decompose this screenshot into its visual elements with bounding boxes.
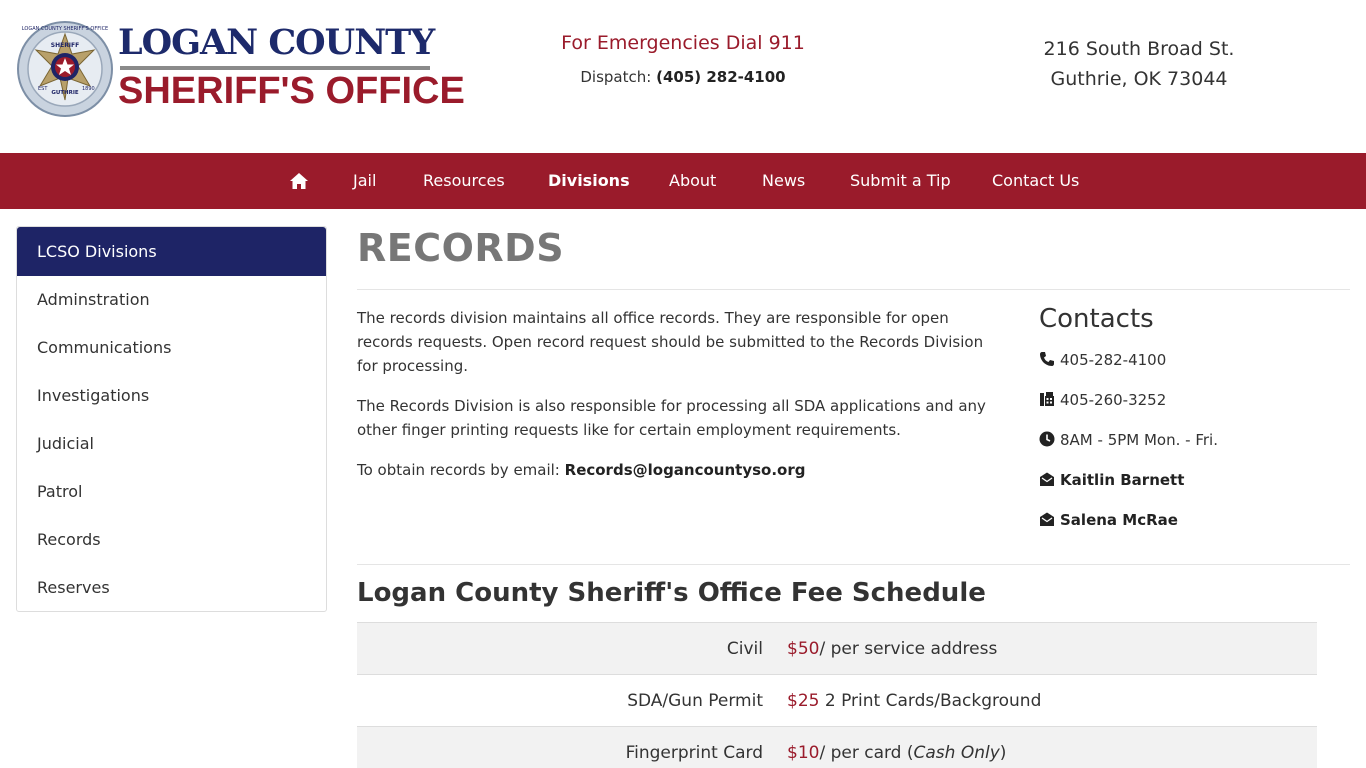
fee-value xyxy=(787,675,1041,727)
contact-fax xyxy=(1039,389,1166,411)
fee-note: Cash Only xyxy=(913,743,1000,763)
fee-desc: / per service address xyxy=(819,639,998,659)
records-email-line xyxy=(357,458,997,482)
nav-item-about[interactable]: About xyxy=(669,171,717,190)
records-sda-description: The Records Division is also responsible for processing all SDA applications and any other finger printing requests like for certain employment requirements. xyxy=(357,397,986,439)
nav-item-news[interactable]: News xyxy=(762,171,806,190)
contact-fax-text: 405-260-3252 xyxy=(1060,391,1167,409)
fee-value xyxy=(787,727,1006,768)
clock-icon xyxy=(1039,431,1055,447)
table-row xyxy=(357,726,1317,768)
contact-person-2-name[interactable]: Salena McRae xyxy=(1060,511,1178,529)
email-prefix: To obtain records by email: xyxy=(357,461,565,479)
sidebar-item-records[interactable]: Records xyxy=(37,530,101,549)
office-address xyxy=(980,34,1298,94)
badge-est-text: EST xyxy=(38,86,48,92)
dispatch-phone[interactable]: (405) 282-4100 xyxy=(656,68,786,86)
sidebar-heading[interactable]: LCSO Divisions xyxy=(17,227,326,276)
nav-item-submit-tip[interactable]: Submit a Tip xyxy=(850,171,951,190)
dispatch-line xyxy=(520,68,846,86)
sidebar-item-administration[interactable]: Adminstration xyxy=(37,290,150,309)
records-description: The records division maintains all office records. They are responsible for open records requests. Open record request should be submitted to the Records Division for processing. xyxy=(357,309,984,375)
nav-item-jail[interactable]: Jail xyxy=(353,171,377,190)
section-divider xyxy=(357,564,1350,565)
badge-year-text: 1890 xyxy=(82,86,95,92)
title-divider xyxy=(357,289,1350,290)
nav-item-contact-us[interactable]: Contact Us xyxy=(992,171,1080,190)
badge-ring-text: LOGAN COUNTY SHERIFF'S OFFICE xyxy=(21,26,109,32)
badge-city-text: GUTHRIE xyxy=(51,90,79,96)
main-navigation xyxy=(0,153,1366,209)
fee-label: SDA/Gun Permit xyxy=(627,691,763,711)
fee-price: $25 xyxy=(787,691,820,711)
sidebar-item-patrol[interactable]: Patrol xyxy=(37,482,83,501)
sidebar-item-communications[interactable]: Communications xyxy=(37,338,172,357)
envelope-open-icon xyxy=(1039,511,1055,527)
table-row xyxy=(357,674,1317,726)
address-line-1: 216 South Broad St. xyxy=(1043,38,1235,60)
logo-office-text: SHERIFF'S OFFICE xyxy=(118,70,465,112)
badge-sheriff-text: SHERIFF xyxy=(50,42,80,49)
site-header xyxy=(0,0,1366,153)
address-line-2: Guthrie, OK 73044 xyxy=(1050,68,1228,90)
divisions-sidebar xyxy=(16,226,327,612)
fax-icon xyxy=(1039,391,1055,407)
fee-label: Civil xyxy=(726,639,763,659)
page-title: RECORDS xyxy=(357,226,565,270)
fee-label: Fingerprint Card xyxy=(625,743,763,763)
fee-schedule-heading: Logan County Sheriff's Office Fee Schedule xyxy=(357,578,986,608)
records-email-link[interactable]: Records@logancountyso.org xyxy=(564,461,806,479)
contact-person-1 xyxy=(1039,469,1184,491)
sidebar-item-reserves[interactable]: Reserves xyxy=(37,578,110,597)
fee-desc: 2 Print Cards/Background xyxy=(819,691,1042,711)
site-logo[interactable] xyxy=(16,20,465,118)
sidebar-item-investigations[interactable]: Investigations xyxy=(37,386,150,405)
sheriff-badge-icon xyxy=(16,20,114,118)
fee-schedule-table xyxy=(357,622,1317,768)
contact-phone xyxy=(1039,349,1166,371)
fee-price: $50 xyxy=(787,639,820,659)
fee-desc: / per card ( xyxy=(819,743,914,763)
dispatch-label: Dispatch: xyxy=(580,68,652,86)
contact-phone-text[interactable]: 405-282-4100 xyxy=(1060,351,1167,369)
contacts-heading: Contacts xyxy=(1039,304,1154,334)
contact-person-2 xyxy=(1039,509,1178,531)
fee-price: $10 xyxy=(787,743,820,763)
envelope-open-icon xyxy=(1039,471,1055,487)
contact-person-1-name[interactable]: Kaitlin Barnett xyxy=(1060,471,1185,489)
table-row xyxy=(357,622,1317,674)
sidebar-item-judicial[interactable]: Judicial xyxy=(37,434,94,453)
phone-icon xyxy=(1039,351,1055,367)
fee-note-close: ) xyxy=(999,743,1007,763)
nav-item-resources[interactable]: Resources xyxy=(423,171,505,190)
home-icon[interactable] xyxy=(289,171,309,191)
contact-hours xyxy=(1039,429,1218,451)
emergency-notice: For Emergencies Dial 911 xyxy=(561,32,805,54)
logo-county-text: LOGAN COUNTY xyxy=(118,22,435,63)
contact-hours-text: 8AM - 5PM Mon. - Fri. xyxy=(1060,431,1218,449)
fee-value xyxy=(787,623,997,675)
nav-item-divisions[interactable]: Divisions xyxy=(548,171,630,190)
